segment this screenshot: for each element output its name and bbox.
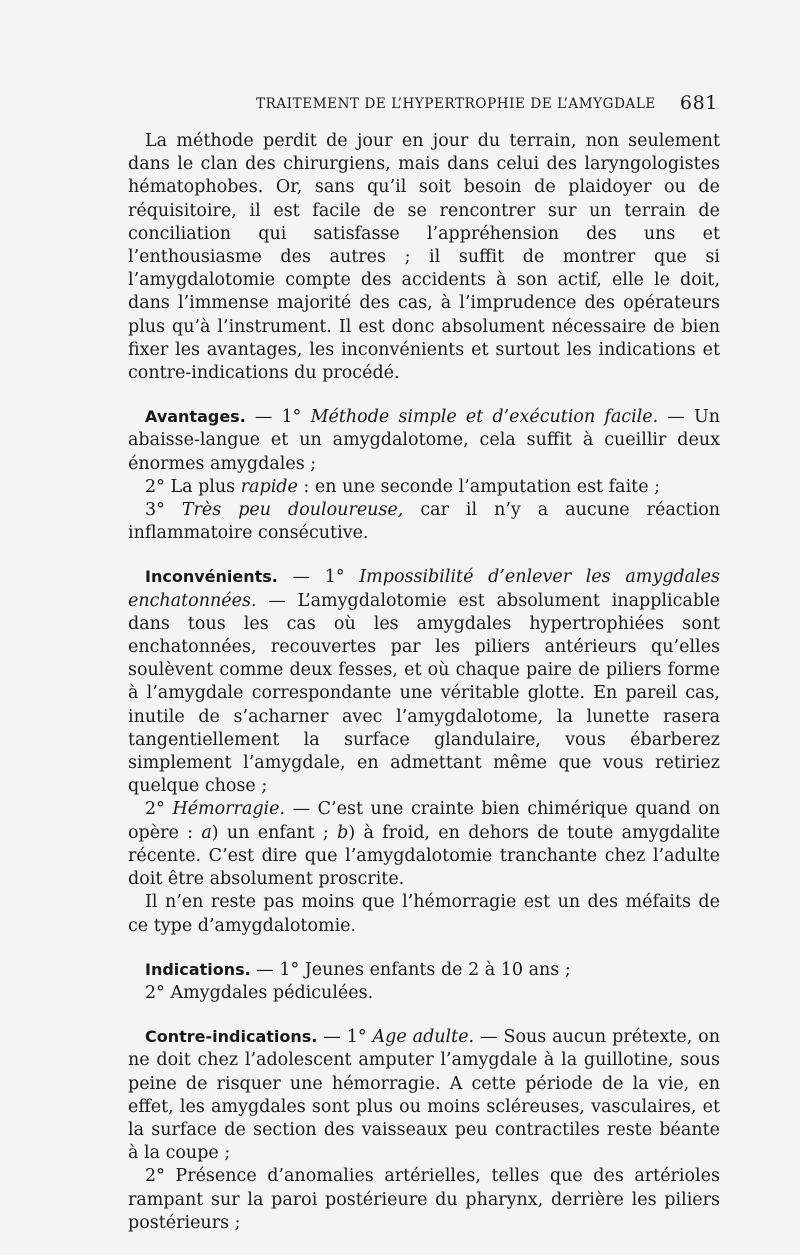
italic-run: Très peu douloureuse,	[181, 500, 404, 521]
italic-run: b	[337, 822, 349, 843]
avantages-paragraph-3	[128, 499, 720, 545]
contre-indications-paragraph-1	[128, 1025, 720, 1165]
section-heading-inconvenients: Inconvénients.	[145, 567, 278, 587]
indications-paragraph-2: 2° Amygdales pédiculées.	[145, 982, 374, 1003]
inconvenients-paragraph-2	[128, 798, 720, 891]
section-heading-indications: Indications.	[145, 959, 251, 979]
italic-run: rapide	[240, 476, 298, 497]
text-run: : en une seconde l’amputation est faite ;	[297, 476, 661, 497]
intro-paragraph: La méthode perdit de jour en jour du terrain, non seulement dans le clan des chirurgiens, mais dans celui des laryngologistes hématophobes. Or, sans qu’il soit besoin de plaidoyer ou de réquisitoire, il est facile de se rencontrer sur un terrain de conciliation qui satisfasse l’appréhension des uns et l’enthousiasme des autres ; il suffit de montrer que si l’amygdalotomie compte des accidents à son actif, elle le doit, dans l’immense majorité des cas, à l’imprudence des opérateurs plus qu’à l’instrument. Il est donc absolument nécessaire de bien fixer les avantages, les inconvénients et surtout les indications et contre-indications du procédé.	[128, 131, 720, 384]
italic-run: Impossibilité d’enlever les amygdales enchatonnées.	[128, 567, 721, 611]
text-run: car il n’y a aucune réaction inflammatoire consécutive.	[128, 500, 720, 544]
text-run: — Un abaisse-langue et un amygdalotome, cela suffit à cueillir deux énormes amygdales ;	[128, 407, 720, 474]
section-heading-avantages: Avantages.	[145, 407, 246, 427]
contre-indications-paragraph-2: 2° Présence d’anomalies artérielles, telles que des artérioles rampant sur la paroi postérieure du pharynx, derrière les piliers postérieurs ;	[128, 1166, 720, 1233]
italic-run: a	[201, 822, 212, 843]
text-run: — L’amygdalotomie est absolument inapplicable dans tous les cas où les amygdales hypertrophiées sont enchatonnées, recouvertes par les piliers antérieurs qu’elles soulèvent comme deux fesses, et où chaque paire de piliers forme à l’amygdale correspondante une véritable glotte. En pareil cas, inutile de s’acharner avec l’amygdalotome, la lunette rasera tangentiellement la surface glandulaire, vous ébarberez simplement l’amygdale, en admettant même que vous retiriez quelque chose ;	[128, 590, 720, 797]
italic-run: Age adulte.	[372, 1027, 475, 1048]
running-title: TRAITEMENT DE L’HYPERTROPHIE DE L’AMYGDALE	[256, 96, 656, 112]
text-run: — 1°	[245, 407, 311, 428]
text-run: ) à froid, en dehors de toute amygdalite récente. C’est dire que l’amygdalotomie tranchante chez l’adulte doit être absolument proscrite.	[128, 822, 720, 890]
text-run: ) un enfant ;	[211, 822, 338, 843]
italic-run: Hémorragie.	[172, 799, 286, 820]
inconvenients-paragraph-3: Il n’en reste pas moins que l’hémorragie est un des méfaits de ce type d’amygdalotomie.	[128, 892, 720, 936]
text-run: 2°	[145, 799, 173, 820]
page-number: 681	[679, 92, 718, 114]
text-run: 2° La plus	[145, 476, 241, 497]
text-run: — Sous aucun prétexte, on ne doit chez l’adolescent amputer l’amygdale à la guillotine, sous peine de risquer une hémorragie. A cette période de la vie, en effet, les amygdales sont plus ou moins scléreuses, vasculaires, et la surface de section des vaisseaux peu contractiles reste béante à la coupe ;	[128, 1027, 720, 1164]
indications-paragraph-1	[128, 958, 720, 982]
italic-run: Méthode simple et d’exécution facile.	[310, 407, 659, 428]
inconvenients-paragraph-1	[128, 565, 720, 798]
text-run: — 1°	[277, 567, 360, 588]
section-heading-contre-indications: Contre-indications.	[145, 1027, 318, 1047]
avantages-paragraph-1	[128, 405, 720, 476]
text-run: — 1°	[317, 1027, 373, 1048]
text-run: — C’est une crainte bien chimérique quand on opère :	[128, 799, 721, 843]
text-run: 3°	[145, 500, 182, 521]
text-run: — 1° Jeunes enfants de 2 à 10 ans ;	[250, 959, 571, 980]
avantages-paragraph-2	[128, 476, 720, 499]
page-body	[128, 130, 720, 1235]
